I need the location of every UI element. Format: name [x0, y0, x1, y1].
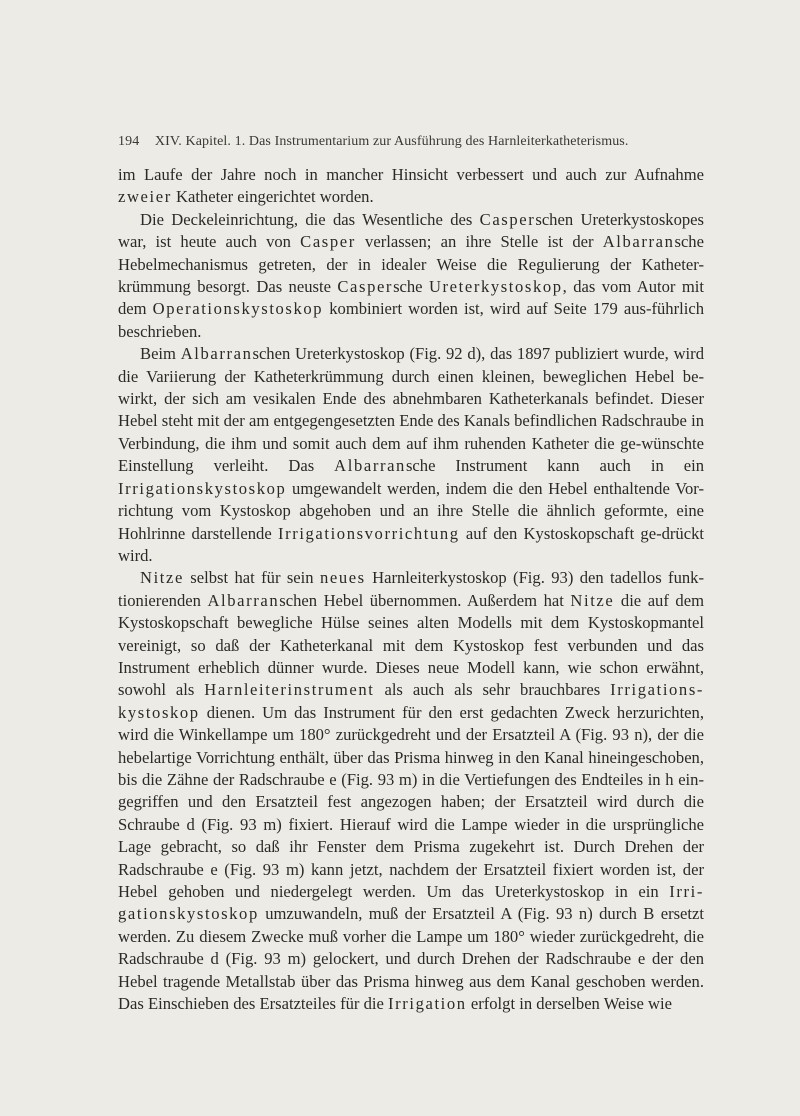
text-run: im Laufe der Jahre noch in mancher Hinsicht verbessert und auch zur Aufnahme [118, 165, 704, 184]
text-run: sche Hebelmechanismus getreten, der in idealer Weise die Regulierung der Katheter-krümmung besorgt. Das neuste [118, 232, 704, 297]
page-number: 194 [118, 134, 140, 149]
spaced-term: Albarran [180, 344, 253, 364]
spaced-term: Casper [479, 209, 536, 229]
spaced-term: Nitze [570, 590, 615, 610]
text-run: Die Deckeleinrichtung, die das Wesentliche des [140, 209, 480, 229]
paragraph [118, 209, 704, 343]
text-run: dienen. Um das Instrument für den erst gedachten Zweck herzurichten, wird die Winkellampe um 180° zurückgedreht und der Ersatzteil A (Fig. 93 n), der die hebelartige Vorrichtung enthält, über das Prisma hinweg in den Kanal hineingeschoben, bis die Zähne der Radschraube e (Fig. 93 m) in die Vertiefungen des Endteiles in h ein-gegriffen und den Ersatzteil fest angezogen haben; der Ersatzteil wird durch die Schraube d (Fig. 93 m) fixiert. Hierauf wird die Lampe wieder in die ursprüngliche Lage gebracht, so daß ihr Fenster dem Prisma zugekehrt ist. Durch Drehen der Radschraube e (Fig. 93 m) kann jetzt, nachdem der Ersatzteil fixiert worden ist, der Hebel gehoben und niedergelegt werden. Um das Ureterkystoskop in ein [118, 702, 704, 901]
spaced-term: zweier [118, 187, 172, 207]
text-run: verlassen; an ihre Stelle ist der [355, 232, 603, 252]
paragraph [118, 164, 704, 209]
text-run: schen Ureterkystoskop (Fig. 92 d), das 1897 publiziert wurde, wird die Variierung der Katheterkrümmung durch einen kleinen, beweglichen Hebel be-wirkt, der sich am vesikalen Ende des abnehmbaren Katheterkanals befindet. Dieser Hebel steht mit der am entgegengesetzten Ende des Kanals befindlichen Radschraube in Verbindung, die ihm und somit auch dem auf ihm ruhenden Katheter die ge-wünschte Einstellung verleiht. Das [118, 344, 704, 476]
text-run: umzuwandeln, muß der Ersatzteil A (Fig. 93 n) durch B ersetzt werden. Zu diesem Zwecke muß vorher die Lampe um 180° wieder zurückgedreht, die Radschraube d (Fig. 93 m) gelockert, und durch Drehen der Radschraube e der den Hebel tragende Metallstab über das Prisma hinweg aus dem Kanal geschoben werden. Das Einschieben des Ersatzteiles für die [118, 904, 704, 1014]
spaced-term: Harnleiterinstrument [204, 680, 375, 700]
spaced-term: Irrigationsvorrichtung [277, 523, 460, 543]
spaced-term: neues [319, 568, 366, 588]
text-run: umgewandelt werden, indem die den Hebel enthaltende Vor-richtung vom Kystoskop abgehoben und an ihre Stelle die ähnlich geformte, eine Hohlrinne darstellende [118, 478, 704, 543]
paragraph [118, 567, 704, 1015]
text-run: selbst hat für sein [183, 568, 320, 588]
text-run: sche Instrument kann auch in ein [405, 456, 704, 476]
text-run: Harnleiterkystoskop (Fig. 93) den tadellos funk-tionierenden [118, 568, 704, 610]
paragraph [118, 343, 704, 567]
running-title: XIV. Kapitel. 1. Das Instrumentarium zur Ausführung des Harnleiterkatheterismus. [154, 134, 629, 149]
spaced-term: Irri-gationskystoskop [118, 882, 704, 924]
spaced-term: Irrigations-kystoskop [118, 680, 705, 722]
text-run: Katheter eingerichtet worden. [171, 187, 374, 207]
spaced-term: Irrigationskystoskop [118, 478, 287, 498]
text-run: die auf dem Kystoskopschaft bewegliche Hülse seines alten Modells mit dem Kystoskopmantel vereinigt, so daß der Katheterkanal mit dem Kystoskop fest verbunden und das Instrument erheblich dünner wurde. Dieses neue Modell kann, wie schon erwähnt, sowohl als [118, 590, 704, 700]
text-run: als auch als sehr brauchbares [374, 680, 611, 700]
text-run: erfolgt in derselben Weise wie [466, 994, 672, 1014]
spaced-term: Casper [300, 232, 356, 252]
text-run: , das vom Autor mit dem [118, 277, 704, 319]
spaced-term: Albarran [207, 590, 280, 610]
text-run: auf den Kystoskopschaft ge-drückt wird. [118, 523, 704, 565]
spaced-term: Operationskystoskop [152, 299, 324, 319]
spaced-term: Ureterkystoskop [428, 277, 563, 297]
text-run: schen Hebel übernommen. Außerdem hat [279, 590, 571, 610]
body-text [118, 164, 704, 1015]
spaced-term: Casper [337, 277, 394, 297]
spaced-term: Albarran [602, 232, 675, 252]
text-run: Beim [140, 344, 181, 364]
text-run: sche [393, 277, 429, 297]
running-header [118, 134, 698, 150]
spaced-term: Irrigation [388, 994, 467, 1014]
spaced-term: Albarran [334, 456, 406, 476]
spaced-term: Nitze [140, 568, 184, 588]
text-run: kombiniert worden ist, wird auf Seite 179 aus-führlich beschrieben. [118, 299, 705, 341]
text-run: schen Ureterkystoskopes war, ist heute auch von [118, 209, 704, 252]
